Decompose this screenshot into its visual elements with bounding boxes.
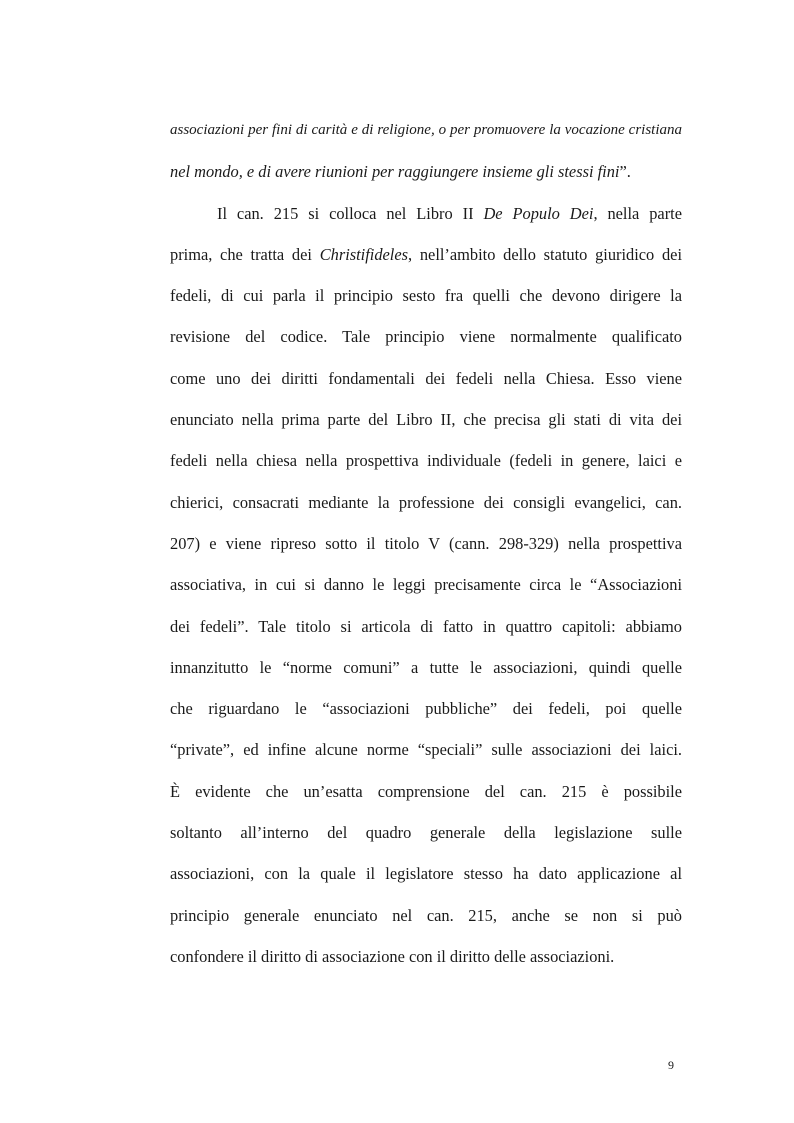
paragraph-line-11: dei fedeli”. Tale titolo si articola di fatto in quattro capitoli: abbiamo [170,616,682,636]
paragraph-line-2-a: prima, che tratta dei [170,244,320,264]
paragraph-line-17: associazioni, con la quale il legislatore stesso ha dato applicazione al [170,864,682,884]
quote-line-2-close: ”. [619,162,631,182]
paragraph-line-15: È evidente che un’esatta comprensione del can. 215 è possibile [170,781,682,801]
paragraph-line-3: fedeli, di cui parla il principio sesto fra quelli che devono dirigere la [170,286,682,306]
paragraph-line-2-b: , nell’ambito dello statuto giuridico dei [408,244,682,264]
paragraph-line-6: enunciato nella prima parte del Libro II, che precisa gli stati di vita dei [170,410,682,430]
quote-line-1: associazioni per fini di carità e di religione, o per promuovere la vocazione cristiana [170,122,682,138]
paragraph-line-2 [170,234,682,275]
paragraph-line-8: chierici, consacrati mediante la professione dei consigli evangelici, can. [170,492,682,512]
paragraph-line-14: “private”, ed infine alcune norme “speciali” sulle associazioni dei laici. [170,740,682,760]
paragraph-line-1 [170,193,682,234]
paragraph-line-16: soltanto all’interno del quadro generale della legislazione sulle [170,823,682,843]
paragraph-line-12: innanzitutto le “norme comuni” a tutte le associazioni, quindi quelle [170,657,682,677]
paragraph-line-2-italic: Christifideles [319,244,409,264]
paragraph-line-1-italic: De Populo Dei [483,203,594,223]
paragraph-line-4: revisione del codice. Tale principio viene normalmente qualificato [170,327,682,347]
paragraph-line-1-b: , nella parte [593,203,682,223]
paragraph-line-7: fedeli nella chiesa nella prospettiva individuale (fedeli in genere, laici e [170,451,682,471]
paragraph-line-18: principio generale enunciato nel can. 215, anche se non si può [170,905,682,925]
paragraph-line-10: associativa, in cui si danno le leggi precisamente circa le “Associazioni [170,575,682,595]
paragraph-line-19: confondere il diritto di associazione con il diritto delle associazioni. [170,946,615,966]
paragraph-line-5: come uno dei diritti fondamentali dei fedeli nella Chiesa. Esso viene [170,368,682,388]
paragraph-line-9: 207) e viene ripreso sotto il titolo V (cann. 298-329) nella prospettiva [170,533,682,553]
paragraph-line-1-a: Il can. 215 si colloca nel Libro II [217,203,484,223]
quote-line-2 [170,151,682,192]
page-body [170,110,682,977]
page-number: 9 [668,1058,674,1072]
quote-line-2-italic: nel mondo, e di avere riunioni per raggiungere insieme gli stessi fini [170,162,620,182]
paragraph-line-13: che riguardano le “associazioni pubbliche” dei fedeli, poi quelle [170,699,682,719]
